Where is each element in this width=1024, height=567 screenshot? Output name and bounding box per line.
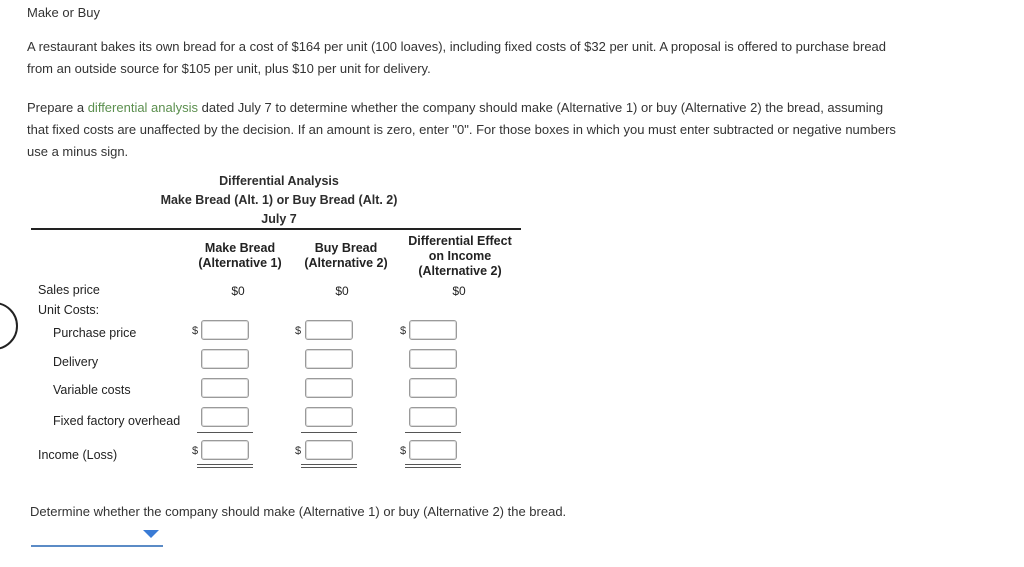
col-header-diff [400, 234, 520, 279]
col-header-buy-line2: (Alternative 2) [304, 256, 388, 270]
decision-dropdown[interactable] [31, 529, 163, 547]
row-label-sales-price: Sales price [38, 283, 100, 297]
row-label-variable-costs: Variable costs [53, 383, 131, 397]
row-label-purchase-price: Purchase price [53, 326, 137, 340]
intro-line-2: from an outside source for $105 per unit, plus $10 per unit for delivery. [27, 61, 431, 76]
make-fixed-overhead-input[interactable] [201, 407, 249, 427]
instructions-line-2: that fixed costs are unaffected by the decision. If an amount is zero, enter "0". For those boxes in which you must enter subtracted or negative numbers [27, 122, 896, 137]
diff-purchase-price-input[interactable] [409, 320, 457, 340]
col-header-make [188, 241, 292, 271]
row-label-unit-costs: Unit Costs: [38, 303, 100, 317]
sales-value-buy: $0 [335, 284, 349, 298]
make-total-double-rule [197, 464, 253, 468]
instructions-prefix: Prepare a [27, 100, 88, 115]
make-subtotal-rule [197, 432, 253, 433]
instructions-paragraph [27, 97, 1017, 163]
decision-question: Determine whether the company should make (Alternative 1) or buy (Alternative 2) the bread. [30, 504, 567, 519]
currency-symbol-buy-purchase: $ [295, 325, 302, 337]
differential-analysis-link[interactable]: differential analysis [87, 100, 199, 115]
col-header-diff-line1: Differential Effect [408, 234, 512, 248]
page-title: Make or Buy [27, 5, 100, 20]
instructions-line-3: use a minus sign. [27, 144, 129, 159]
dropdown-underline [31, 545, 163, 547]
currency-symbol-make-income: $ [192, 445, 199, 457]
col-header-buy-line1: Buy Bread [314, 241, 378, 255]
intro-paragraph [27, 36, 1017, 80]
row-label-fixed-overhead: Fixed factory overhead [53, 414, 181, 428]
intro-line-1: A restaurant bakes its own bread for a cost of $164 per unit (100 loaves), including fixed costs of $32 per unit. A proposal is offered to purchase bread [27, 39, 887, 54]
diff-variable-costs-input[interactable] [409, 378, 457, 398]
col-header-buy [294, 241, 398, 271]
currency-symbol-diff-income: $ [400, 445, 407, 457]
currency-symbol-make-purchase: $ [192, 325, 199, 337]
make-variable-costs-input[interactable] [201, 378, 249, 398]
row-label-income-loss: Income (Loss) [38, 448, 118, 462]
instructions-line-1-rest: dated July 7 to determine whether the company should make (Alternative 1) or buy (Alternative 2) the bread, assuming [198, 100, 884, 115]
diff-income-input[interactable] [409, 440, 457, 460]
diff-delivery-input[interactable] [409, 349, 457, 369]
analysis-heading-3: July 7 [261, 212, 297, 226]
buy-variable-costs-input[interactable] [305, 378, 353, 398]
analysis-heading-1: Differential Analysis [219, 174, 339, 188]
buy-fixed-overhead-input[interactable] [305, 407, 353, 427]
buy-total-double-rule [301, 464, 357, 468]
make-delivery-input[interactable] [201, 349, 249, 369]
cursor-ring-decoration [0, 302, 18, 350]
buy-delivery-input[interactable] [305, 349, 353, 369]
chevron-down-icon[interactable] [143, 530, 159, 538]
header-rule [31, 228, 521, 230]
row-label-delivery: Delivery [53, 355, 99, 369]
sales-value-make: $0 [231, 284, 245, 298]
diff-subtotal-rule [405, 432, 461, 433]
analysis-heading-2: Make Bread (Alt. 1) or Buy Bread (Alt. 2) [160, 193, 398, 207]
buy-subtotal-rule [301, 432, 357, 433]
col-header-diff-line2: on Income [428, 249, 492, 263]
currency-symbol-diff-purchase: $ [400, 325, 407, 337]
instructions-line-1 [27, 97, 1017, 119]
col-header-make-line2: (Alternative 1) [198, 256, 282, 270]
make-purchase-price-input[interactable] [201, 320, 249, 340]
buy-purchase-price-input[interactable] [305, 320, 353, 340]
currency-symbol-buy-income: $ [295, 445, 302, 457]
col-header-diff-line3: (Alternative 2) [418, 264, 502, 278]
sales-value-diff: $0 [452, 284, 466, 298]
make-income-input[interactable] [201, 440, 249, 460]
col-header-make-line1: Make Bread [204, 241, 276, 255]
buy-income-input[interactable] [305, 440, 353, 460]
diff-total-double-rule [405, 464, 461, 468]
diff-fixed-overhead-input[interactable] [409, 407, 457, 427]
